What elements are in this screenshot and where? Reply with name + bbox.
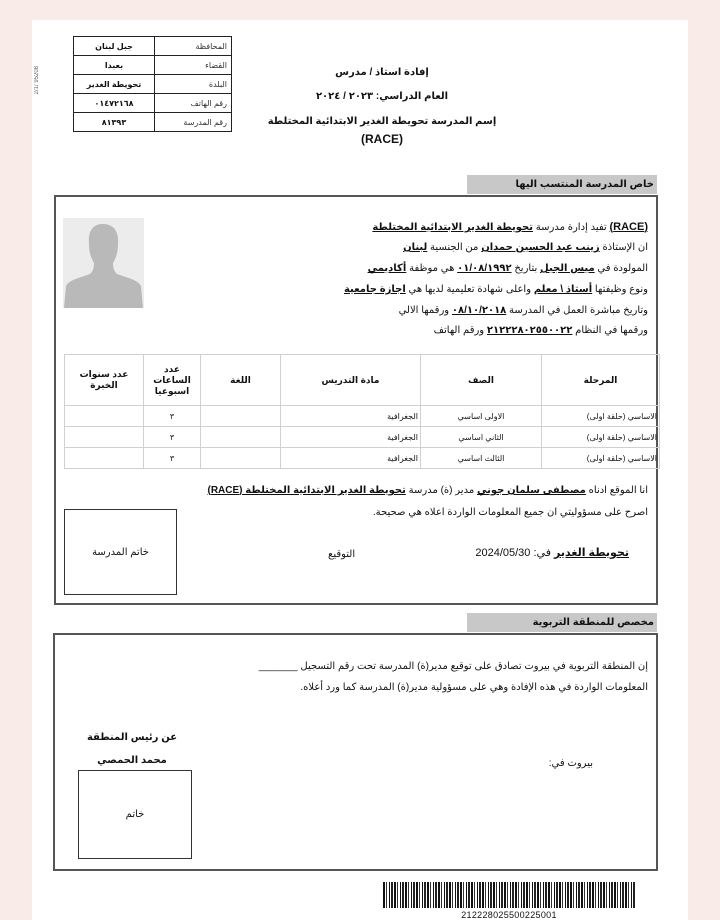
text: واعلى شهادة تعليمية لديها هي: [405, 284, 534, 295]
col-header: الصف: [421, 355, 542, 406]
info-row: [74, 75, 232, 94]
cell: الجغرافية: [281, 448, 421, 469]
text: بتاريخ: [511, 263, 541, 274]
employee-status: أكاديمي: [367, 263, 407, 274]
signature-label: التوقيع: [328, 549, 356, 560]
paragraph-line-4: [344, 284, 648, 295]
cell: الجغرافية: [281, 406, 421, 427]
info-label: البلدة: [155, 75, 232, 94]
birth-place: ميس الجبل: [540, 263, 595, 274]
school-stamp-box: [64, 509, 177, 595]
place-date: [475, 546, 629, 559]
text: ورقمها الالي: [398, 305, 452, 316]
school-name-declaration: تحويطة الغدير الابتدائية المختلطة (RACE): [207, 485, 406, 496]
cell: [201, 427, 281, 448]
date-value: 2024/05/30: [475, 547, 531, 559]
birth-date: ٠١/٠٨/١٩٩٢: [457, 263, 512, 274]
paragraph-line-3: [368, 263, 648, 274]
paragraph-line-2: [403, 242, 648, 253]
region-line-1: إن المنطقة التربوية في بيروت تصادق على توقيع مدير(ة) المدرسة تحت رقم التسجيل _______: [258, 661, 648, 672]
region-stamp-box: [78, 770, 192, 859]
cell: [65, 427, 144, 448]
barcode-icon: [383, 882, 635, 908]
info-value: ٠١٤٧٢١٦٨: [74, 94, 155, 113]
stamp-label: خاتم: [125, 809, 145, 820]
text: من الجنسية: [427, 242, 482, 253]
cell: الثاني اساسي: [421, 427, 542, 448]
school-name-inline: تحويطة الغدير الابتدائية المختلطة: [372, 222, 533, 233]
principal-name: مصطفى سلمان جوني: [476, 485, 586, 496]
region-line-2: المعلومات الواردة في هذه الإفادة وهي على مسؤولية مدير(ة) المدرسة كما ورد أعلاه.: [300, 682, 648, 693]
start-date: ٠٨/١٠/٢٠١٨: [451, 305, 507, 316]
nationality: لبنان: [403, 242, 428, 253]
beirut-date-label: بيروت في:: [548, 758, 593, 769]
person-silhouette-icon: [63, 218, 144, 308]
info-value: ٨١٣٩٣: [74, 113, 155, 132]
col-header: اللغة: [201, 355, 281, 406]
teaching-table: [64, 354, 660, 469]
col-header: عدد الساعات اسبوعيا: [144, 355, 201, 406]
cell: الجغرافية: [281, 427, 421, 448]
cell: [201, 448, 281, 469]
side-code: 2/1/ 95208: [34, 66, 40, 95]
declaration-line-2: اصرح على مسؤوليتي ان جميع المعلومات الواردة اعلاه هي صحيحة.: [372, 507, 648, 518]
document-page: [32, 20, 688, 920]
table-header-row: [65, 355, 660, 406]
declaration-line-1: [207, 485, 648, 496]
text: ورقمها في النظام: [572, 325, 648, 336]
school-code-inline: (RACE): [609, 221, 648, 233]
cell: ٣: [144, 448, 201, 469]
table-row: [65, 406, 660, 427]
text: مدير (ة) مدرسة: [405, 485, 477, 496]
school-code: (RACE): [360, 132, 403, 146]
place-name: تحويطة الغدير: [554, 547, 629, 559]
cell: الاولى اساسي: [421, 406, 542, 427]
info-label: القضاء: [155, 56, 232, 75]
info-row: [74, 56, 232, 75]
col-header: المرحلة: [542, 355, 660, 406]
info-value: بعبدا: [74, 56, 155, 75]
barcode-number: 212228025500225001: [461, 910, 557, 920]
paragraph-line-5: [399, 305, 648, 316]
cell: [201, 406, 281, 427]
text: انا الموقع ادناه: [585, 485, 648, 496]
region-head-name: محمد الحمصي: [97, 755, 167, 766]
document-title: إفادة استاذ / مدرس: [335, 67, 429, 78]
col-header: عدد سنوات الخبرة: [65, 355, 144, 406]
cell: الاساسي (حلقة اولى): [542, 406, 660, 427]
cell: ٣: [144, 406, 201, 427]
text: المولودة في: [594, 263, 648, 274]
cell: [65, 448, 144, 469]
school-info-table: [73, 36, 232, 132]
text: وتاريخ مباشرة العمل في المدرسة: [506, 305, 648, 316]
info-row: [74, 94, 232, 113]
degree: اجازة جامعية: [343, 284, 406, 295]
cell: الاساسي (حلقة اولى): [542, 427, 660, 448]
text: ورقم الهاتف: [433, 325, 487, 336]
teacher-photo: [63, 218, 144, 308]
info-row: [74, 113, 232, 132]
on-behalf-label: عن رئيس المنطقة: [86, 732, 178, 743]
job-type: أستاذ \ معلم: [533, 284, 593, 295]
table-row: [65, 427, 660, 448]
text: هي موظفة: [406, 263, 458, 274]
info-label: رقم الهاتف: [155, 94, 232, 113]
cell: ٣: [144, 427, 201, 448]
text: ونوع وظيفتها: [592, 284, 648, 295]
info-label: رقم المدرسة: [155, 113, 232, 132]
info-value: جبل لبنان: [74, 37, 155, 56]
info-value: تحويطة الغدير: [74, 75, 155, 94]
info-label: المحافظة: [155, 37, 232, 56]
paragraph-line-1: [372, 221, 648, 233]
system-number: ٢١٢٢٢٨٠٢٥٥٠٠٢٢: [486, 325, 573, 336]
school-name: إسم المدرسة تحويطة الغدير الابتدائية المختلطة: [267, 116, 497, 127]
section-region-header: مخصص للمنطقة التربوية: [467, 613, 657, 632]
cell: الاساسي (حلقة اولى): [542, 448, 660, 469]
text: ان الإستاذة: [599, 242, 648, 253]
paragraph-line-6: [434, 325, 648, 336]
academic-year: العام الدراسي: ٢٠٢٣ / ٢٠٢٤: [315, 91, 449, 102]
info-row: [74, 37, 232, 56]
table-row: [65, 448, 660, 469]
teacher-name: زينب عبد الحسين حمدان: [481, 242, 600, 253]
col-header: مادة التدريس: [281, 355, 421, 406]
cell: الثالث اساسي: [421, 448, 542, 469]
date-prefix: في:: [530, 547, 555, 559]
section-school-header: خاص المدرسة المنتسب اليها: [467, 175, 657, 194]
cell: [65, 406, 144, 427]
stamp-label: خاتم المدرسة: [92, 546, 149, 558]
text: تفيد إدارة مدرسة: [533, 222, 610, 233]
